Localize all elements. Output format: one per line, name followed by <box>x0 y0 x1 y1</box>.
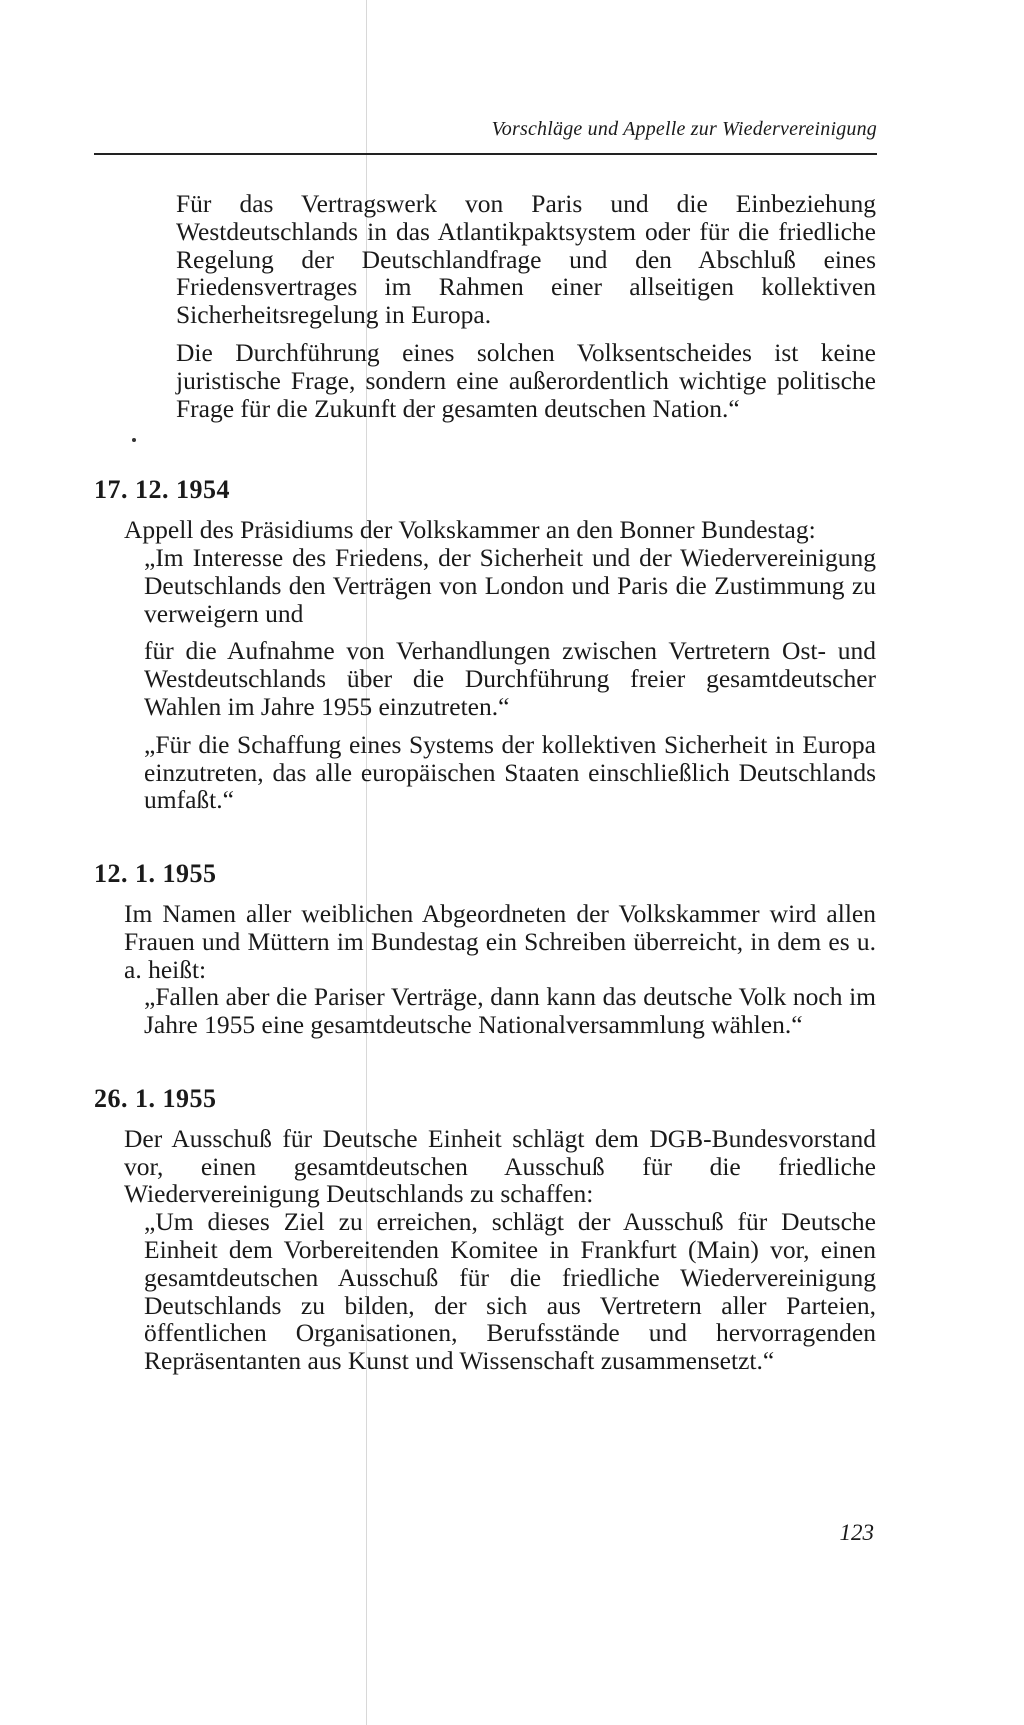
continuation-paragraph: Die Durchführung eines solchen Volksentscheides ist keine juristische Frage, sondern eine außerordentlich wichtige politische Frage für die Zukunft der gesamten deutschen Nation.“ <box>176 337 876 423</box>
entry-date: 17. 12. 1954 <box>94 475 230 505</box>
header-rule <box>94 153 877 155</box>
continuation-paragraph: Für das Vertragswerk von Paris und die Einbeziehung Westdeutschlands in das Atlantikpaktsystem oder für die friedliche Regelung der Deutschlandfrage und den Abschluß eines Friedensvertrages im Rahmen einer allseitigen kollektiven Sicherheitsregelung in Europa. <box>176 189 876 330</box>
running-head: Vorschläge und Appelle zur Wiedervereinigung <box>491 118 877 140</box>
entry-quote: „Um dieses Ziel zu erreichen, schlägt der Ausschuß für Deutsche Einheit dem Vorbereitenden Komitee in Frankfurt (Main) vor, einen gesamtdeutschen Ausschuß für die friedliche Wiedervereinigung Deutschlands zu bilden, der sich aus Vertretern aller Parteien, öffentlichen Organisationen, Berufsstände und hervorragenden Repräsentanten aus Kunst und Wissenschaft zusammensetzt.“ <box>144 1207 876 1376</box>
entry-date: 12. 1. 1955 <box>94 859 217 889</box>
entry-quote: „Fallen aber die Pariser Verträge, dann kann das deutsche Volk noch im Jahre 1955 eine gesamtdeutsche Nationalversammlung wählen.“ <box>144 982 876 1040</box>
page-number: 123 <box>839 1520 874 1545</box>
entry-intro: Appell des Präsidiums der Volkskammer an den Bonner Bundestag: <box>124 515 816 545</box>
entry-quote: „Im Interesse des Friedens, der Sicherheit und der Wiedervereinigung Deutschlands den Verträgen von London und Paris die Zustimmung zu verweigern und <box>144 542 876 628</box>
page-body <box>94 190 876 1375</box>
entry-quote: für die Aufnahme von Verhandlungen zwischen Vertretern Ost- und Westdeutschlands über die Durchführung freier gesamtdeutscher Wahlen im Jahre 1955 einzutreten.“ <box>144 636 876 721</box>
entry-date: 26. 1. 1955 <box>94 1083 217 1113</box>
entry-intro: Der Ausschuß für Deutsche Einheit schlägt dem DGB-Bundesvorstand vor, einen gesamtdeutschen Ausschuß für die friedliche Wiedervereinigung Deutschlands zu schaffen: <box>124 1123 876 1209</box>
entry-intro: Im Namen aller weiblichen Abgeordneten der Volkskammer wird allen Frauen und Müttern im Bundestag ein Schreiben überreicht, in dem es u. a. heißt: <box>124 898 876 984</box>
entry-quote: „Für die Schaffung eines Systems der kollektiven Sicherheit in Europa einzutreten, das alle europäischen Staaten einschließlich Deutschlands umfaßt.“ <box>144 729 876 815</box>
